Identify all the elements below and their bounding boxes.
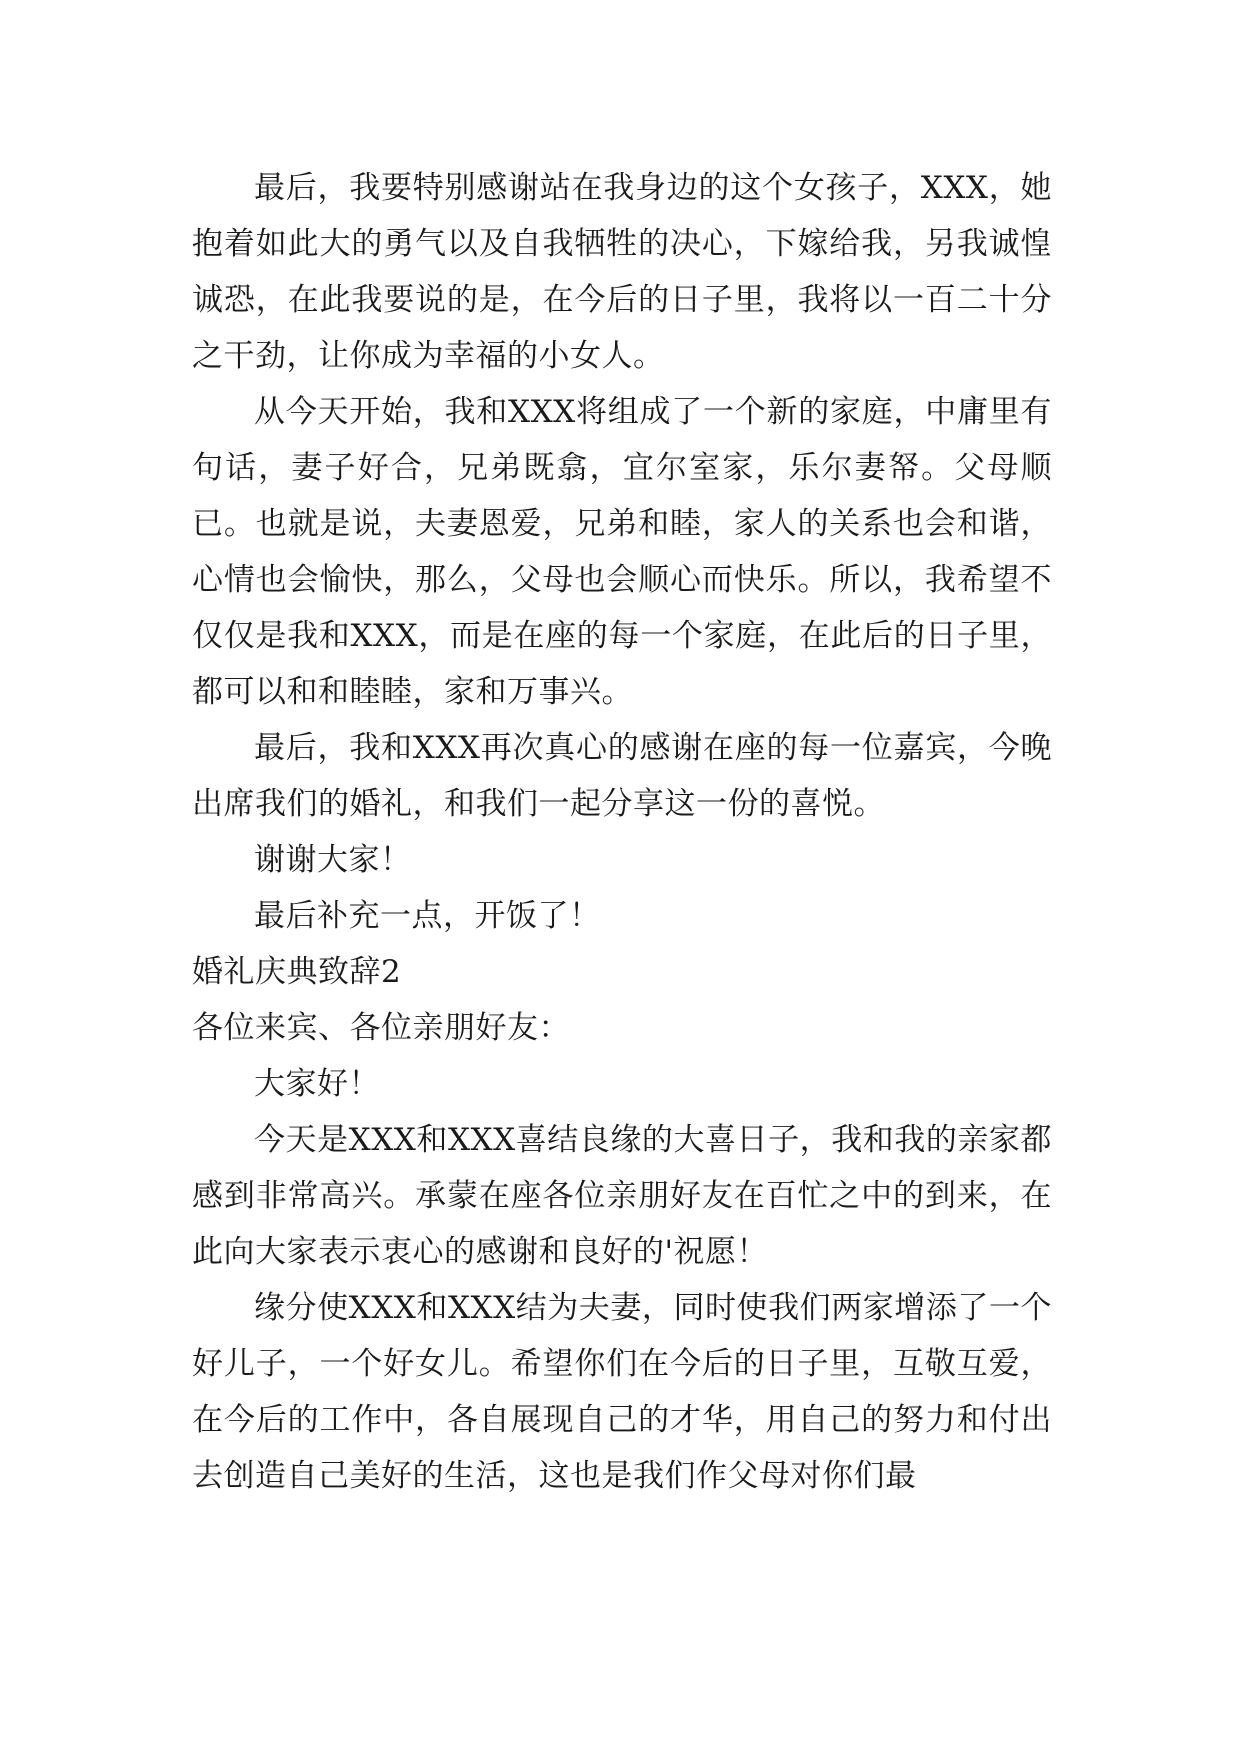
paragraph: 大家好！ [254,1066,380,1102]
paragraph: 从今天开始，我和XXX将组成了一个新的家庭，中庸里有句话，妻子好合，兄弟既翕，宜尔室家，乐尔妻帑。父母顺已。也就是说，夫妻恩爱，兄弟和睦，家人的关系也会和谐，心情也会愉快，那么，父母也会顺心而快乐。所以，我希望不仅仅是我和XXX，而是在座的每一个家庭，在此后的日子里，都可以和和睦睦，家和万事兴。 [192,394,1052,710]
salutation: 各位来宾、各位亲朋好友： [192,1010,570,1046]
paragraph: 最后补充一点，开饭了！ [254,898,601,934]
paragraph: 谢谢大家！ [254,842,412,878]
paragraph: 最后，我和XXX再次真心的感谢在座的每一位嘉宾，今晚出席我们的婚礼，和我们一起分享这一份的喜悦。 [192,730,1052,822]
document-body [192,160,1052,1504]
paragraph: 最后，我要特别感谢站在我身边的这个女孩子，XXX，她抱着如此大的勇气以及自我牺牲的决心，下嫁给我，另我诚惶诚恐，在此我要说的是，在今后的日子里，我将以一百二十分之干劲，让你成为幸福的小女人。 [192,170,1052,374]
paragraph: 今天是XXX和XXX喜结良缘的大喜日子，我和我的亲家都感到非常高兴。承蒙在座各位亲朋好友在百忙之中的到来，在此向大家表示衷心的感谢和良好的'祝愿！ [192,1122,1052,1270]
section-heading: 婚礼庆典致辞2 [192,954,402,990]
paragraph: 缘分使XXX和XXX结为夫妻，同时使我们两家增添了一个好儿子，一个好女儿。希望你们在今后的日子里，互敬互爱，在今后的工作中，各自展现自己的才华，用自己的努力和付出去创造自己美好的生活，这也是我们作父母对你们最 [192,1290,1052,1494]
